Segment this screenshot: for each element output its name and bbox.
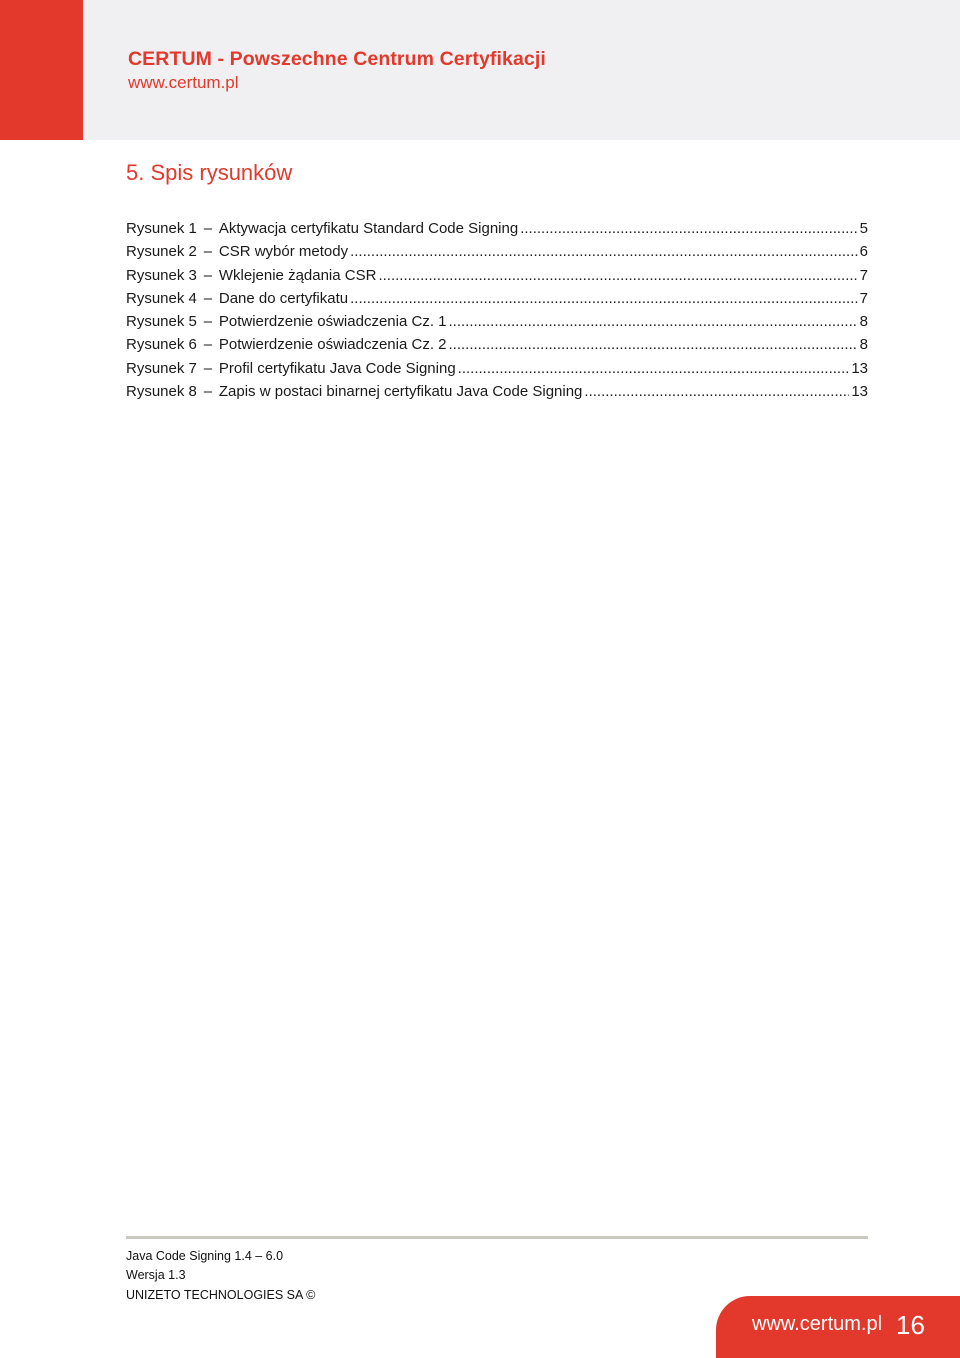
footer-rule	[126, 1236, 868, 1239]
figure-entry-label: Rysunek 2–CSR wybór metody	[126, 243, 349, 261]
figure-entry[interactable]	[126, 359, 868, 382]
figure-entry[interactable]	[126, 289, 868, 312]
figure-entry-label: Rysunek 8–Zapis w postaci binarnej certyfikatu Java Code Signing	[126, 383, 583, 401]
figure-entry-label: Rysunek 3–Wklejenie żądania CSR	[126, 266, 377, 284]
leader-dots	[584, 382, 849, 402]
section-title: 5. Spis rysunków	[126, 160, 293, 185]
leader-dots	[350, 242, 858, 262]
leader-dots	[520, 219, 857, 239]
brand-title: CERTUM - Powszechne Centrum Certyfikacji	[128, 48, 546, 70]
brand-url: www.certum.pl	[128, 73, 239, 92]
figure-entry[interactable]	[126, 382, 868, 405]
leader-dots	[350, 289, 858, 309]
leader-dots	[449, 312, 858, 332]
page-header	[0, 0, 960, 140]
leader-dots	[458, 359, 850, 379]
figure-entry-page: 5	[859, 220, 868, 237]
header-red-block	[0, 0, 83, 140]
figure-entry[interactable]	[126, 312, 868, 335]
figure-entry-page: 13	[851, 359, 868, 377]
figure-entry-label: Rysunek 1–Aktywacja certyfikatu Standard Code Signing	[126, 220, 519, 237]
figure-entry-page: 6	[859, 243, 868, 261]
leader-dots	[449, 335, 858, 355]
figure-entry-page: 13	[851, 383, 868, 401]
leader-dots	[378, 266, 857, 286]
figure-list	[126, 219, 868, 405]
figure-entry[interactable]	[126, 266, 868, 289]
footer-url[interactable]: www.certum.pl	[752, 1313, 883, 1335]
page-number: 16	[896, 1310, 925, 1340]
figure-entry-label: Rysunek 4–Dane do certyfikatu	[126, 289, 349, 307]
figure-entry-label: Rysunek 6–Potwierdzenie oświadczenia Cz. 2	[126, 336, 447, 354]
footer-company: UNIZETO TECHNOLOGIES SA ©	[126, 1288, 316, 1302]
figure-entry[interactable]	[126, 335, 868, 358]
figure-entry-label: Rysunek 5–Potwierdzenie oświadczenia Cz. 1	[126, 313, 447, 331]
figure-entry-page: 7	[859, 266, 868, 284]
figure-entry-page: 7	[859, 289, 868, 307]
footer-version: Wersja 1.3	[126, 1268, 186, 1282]
figure-entry-page: 8	[859, 313, 868, 331]
figure-entry[interactable]	[126, 242, 868, 265]
figure-entry[interactable]	[126, 219, 868, 242]
figure-entry-label: Rysunek 7–Profil certyfikatu Java Code Signing	[126, 359, 456, 377]
figure-entry-page: 8	[859, 336, 868, 354]
footer-product: Java Code Signing 1.4 – 6.0	[126, 1249, 284, 1263]
